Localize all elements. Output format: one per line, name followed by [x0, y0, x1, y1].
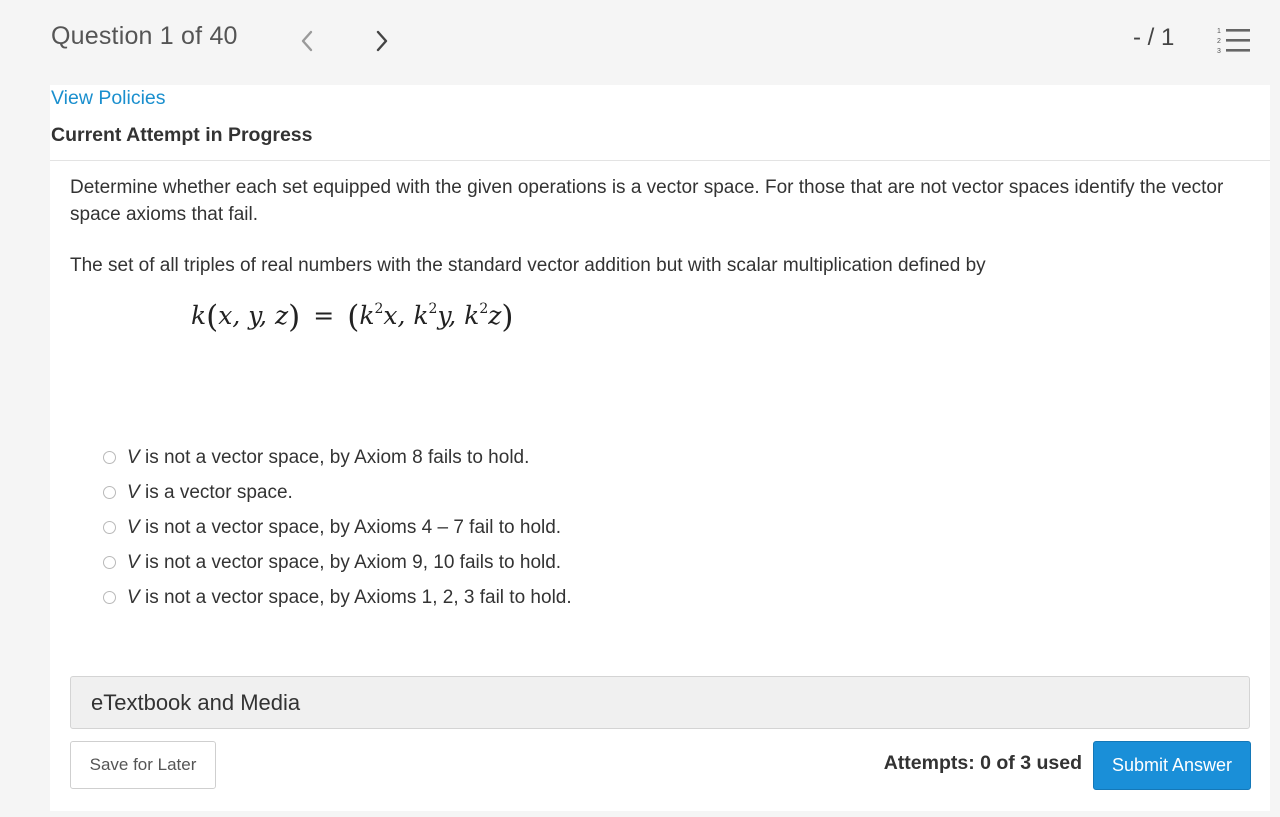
- answer-option-2[interactable]: [103, 475, 572, 510]
- question-instructions: [70, 174, 1250, 228]
- answer-option-3[interactable]: [103, 510, 572, 545]
- answer-option-4[interactable]: [103, 545, 572, 580]
- chevron-right-icon: [367, 24, 397, 58]
- question-card: [50, 85, 1270, 811]
- option-label: is a vector space.: [144, 481, 293, 503]
- instructions-text: Determine whether each set equipped with the given operations is a vector space. For those that are not vector spaces identify the vector space axioms that fail.: [70, 177, 1224, 225]
- radio-button[interactable]: [103, 451, 116, 464]
- scalar-multiplication-formula: k(x, y, $z) = (k^2x$, $k^2y$, $k^2z$): [191, 299, 514, 335]
- option-label: is not a vector space, by Axiom 8 fails to hold.: [144, 446, 530, 468]
- next-question-button[interactable]: [367, 24, 397, 58]
- etextbook-label: eTextbook and Media: [91, 690, 301, 715]
- question-stem: The set of all triples of real numbers with the standard vector addition but with scalar multiplication defined by: [70, 255, 986, 276]
- option-variable: V: [127, 551, 140, 573]
- radio-button[interactable]: [103, 591, 116, 604]
- option-label: is not a vector space, by Axioms 1, 2, 3 fail to hold.: [144, 586, 572, 608]
- list-number-2: 2: [1217, 38, 1221, 45]
- option-variable: V: [127, 516, 140, 538]
- submit-answer-button[interactable]: Submit Answer: [1093, 741, 1251, 790]
- question-list-button[interactable]: [1214, 24, 1252, 58]
- list-number-1: 1: [1217, 28, 1221, 35]
- option-label: is not a vector space, by Axiom 9, 10 fails to hold.: [144, 551, 562, 573]
- etextbook-media-panel[interactable]: [70, 676, 1250, 729]
- attempt-status-heading: Current Attempt in Progress: [51, 124, 313, 146]
- radio-button[interactable]: [103, 521, 116, 534]
- answer-option-5[interactable]: [103, 580, 572, 615]
- divider: [50, 160, 1270, 161]
- answer-options: [103, 440, 572, 615]
- option-label: is not a vector space, by Axioms 4 – 7 fail to hold.: [144, 516, 562, 538]
- view-policies-link[interactable]: View Policies: [51, 87, 166, 109]
- previous-question-button[interactable]: [292, 24, 322, 58]
- option-variable: V: [127, 446, 140, 468]
- answer-option-1[interactable]: [103, 440, 572, 475]
- list-number-3: 3: [1217, 48, 1221, 55]
- radio-button[interactable]: [103, 556, 116, 569]
- numbered-list-icon: [1214, 24, 1252, 58]
- question-position: Question 1 of 40: [51, 22, 238, 50]
- option-variable: V: [127, 586, 140, 608]
- attempts-counter: Attempts: 0 of 3 used: [883, 752, 1082, 774]
- chevron-left-icon: [292, 24, 322, 58]
- score-display: - / 1: [1133, 24, 1175, 51]
- radio-button[interactable]: [103, 486, 116, 499]
- top-bar: [0, 0, 1280, 84]
- option-variable: V: [127, 481, 140, 503]
- save-for-later-button[interactable]: Save for Later: [70, 741, 216, 789]
